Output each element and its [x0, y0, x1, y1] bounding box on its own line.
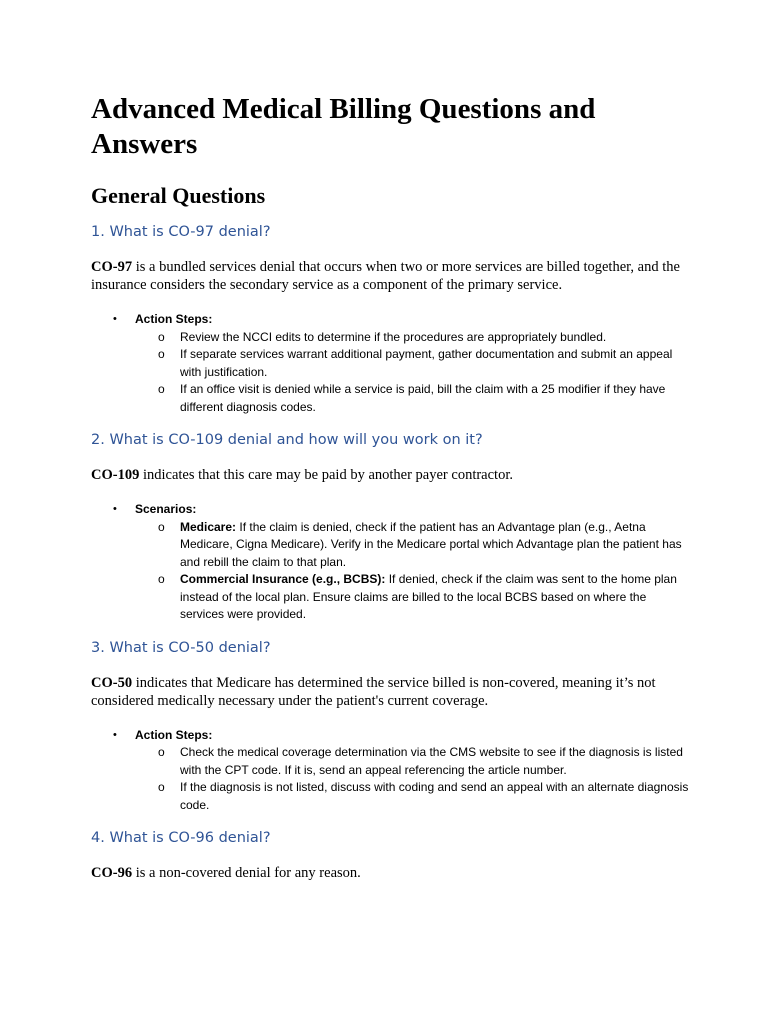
sub-item-text: If an office visit is denied while a service is paid, bill the claim with a 25 modifier if they have different diagnosis codes.	[180, 382, 666, 414]
sub-item-text: Check the medical coverage determination via the CMS website to see if the diagnosis is listed with the CPT code. If it is, send an appeal referencing the article number.	[180, 745, 683, 777]
sub-bullet-icon: o	[158, 572, 165, 586]
sub-list-item	[158, 744, 691, 779]
bullet-icon: •	[113, 313, 117, 325]
sub-bullet-icon: o	[158, 745, 165, 759]
answer-text: is a bundled services denial that occurs when two or more services are billed together, and the insurance considers the secondary service as a component of the primary service.	[91, 259, 680, 293]
document-page	[91, 92, 691, 882]
list-item	[113, 311, 691, 416]
question-heading-3: 3. What is CO-50 denial?	[91, 639, 271, 656]
sub-list-item	[158, 381, 691, 416]
sub-item-text: Review the NCCI edits to determine if the procedures are appropriately bundled.	[180, 329, 607, 344]
list-item	[113, 727, 691, 815]
answer-paragraph-3	[91, 674, 691, 710]
section-title: General Questions	[91, 183, 266, 208]
denial-code: CO-96	[91, 865, 133, 881]
question-heading-2: 2. What is CO-109 denial and how will you work on it?	[91, 432, 483, 448]
list-label: Action Steps:	[135, 312, 213, 326]
sub-bullet-icon: o	[158, 780, 165, 794]
sub-list	[135, 744, 691, 814]
answer-paragraph-4	[91, 864, 691, 882]
bullet-list-3	[91, 727, 691, 815]
sub-list-item	[158, 571, 691, 624]
question-heading-1: 1. What is CO-97 denial?	[91, 224, 271, 240]
bullet-icon: •	[113, 728, 117, 741]
sub-item-label: Commercial Insurance (e.g., BCBS):	[180, 572, 386, 586]
sub-list-item	[158, 329, 691, 347]
sub-list	[135, 329, 691, 417]
sub-item-text: If the diagnosis is not listed, discuss with coding and send an appeal with an alternate diagnosis code.	[180, 780, 689, 812]
sub-bullet-icon: o	[158, 329, 165, 344]
sub-list-item	[158, 346, 691, 381]
document-title: Advanced Medical Billing Questions and Answers	[91, 93, 596, 160]
answer-text: indicates that Medicare has determined the service billed is non-covered, meaning it’s not considered medically necessary under the patient's current coverage.	[91, 674, 656, 709]
question-heading-4: 4. What is CO-96 denial?	[91, 830, 271, 846]
list-label: Action Steps:	[135, 727, 213, 742]
sub-bullet-icon: o	[158, 519, 165, 534]
bullet-list-1	[91, 311, 691, 416]
sub-list-item	[158, 779, 691, 814]
answer-text: is a non-covered denial for any reason.	[132, 865, 361, 881]
answer-paragraph-2	[91, 466, 691, 484]
denial-code: CO-50	[91, 674, 133, 691]
sub-item-text: If separate services warrant additional payment, gather documentation and submit an appeal with justification.	[180, 347, 673, 379]
sub-bullet-icon: o	[158, 347, 165, 361]
sub-item-text: If the claim is denied, check if the patient has an Advantage plan (e.g., Aetna Medicare, Cigna Medicare). Verify in the Medicare portal which Advantage plan the patient has and rebill the claim to that plan.	[180, 519, 682, 569]
sub-item-label: Medicare:	[180, 519, 237, 534]
answer-text: indicates that this care may be paid by another payer contractor.	[139, 467, 513, 483]
sub-bullet-icon: o	[158, 382, 165, 396]
bullet-icon: •	[113, 503, 117, 515]
denial-code: CO-97	[91, 259, 133, 275]
sub-list-item	[158, 519, 691, 572]
sub-item-text: If denied, check if the claim was sent to the home plan instead of the local plan. Ensure claims are billed to the local BCBS based on where the services were provided.	[180, 572, 677, 621]
sub-list	[135, 519, 691, 624]
answer-paragraph-1	[91, 258, 691, 294]
list-label: Scenarios:	[135, 502, 197, 516]
denial-code: CO-109	[91, 467, 140, 483]
list-item	[113, 501, 691, 624]
bullet-list-2	[91, 501, 691, 624]
